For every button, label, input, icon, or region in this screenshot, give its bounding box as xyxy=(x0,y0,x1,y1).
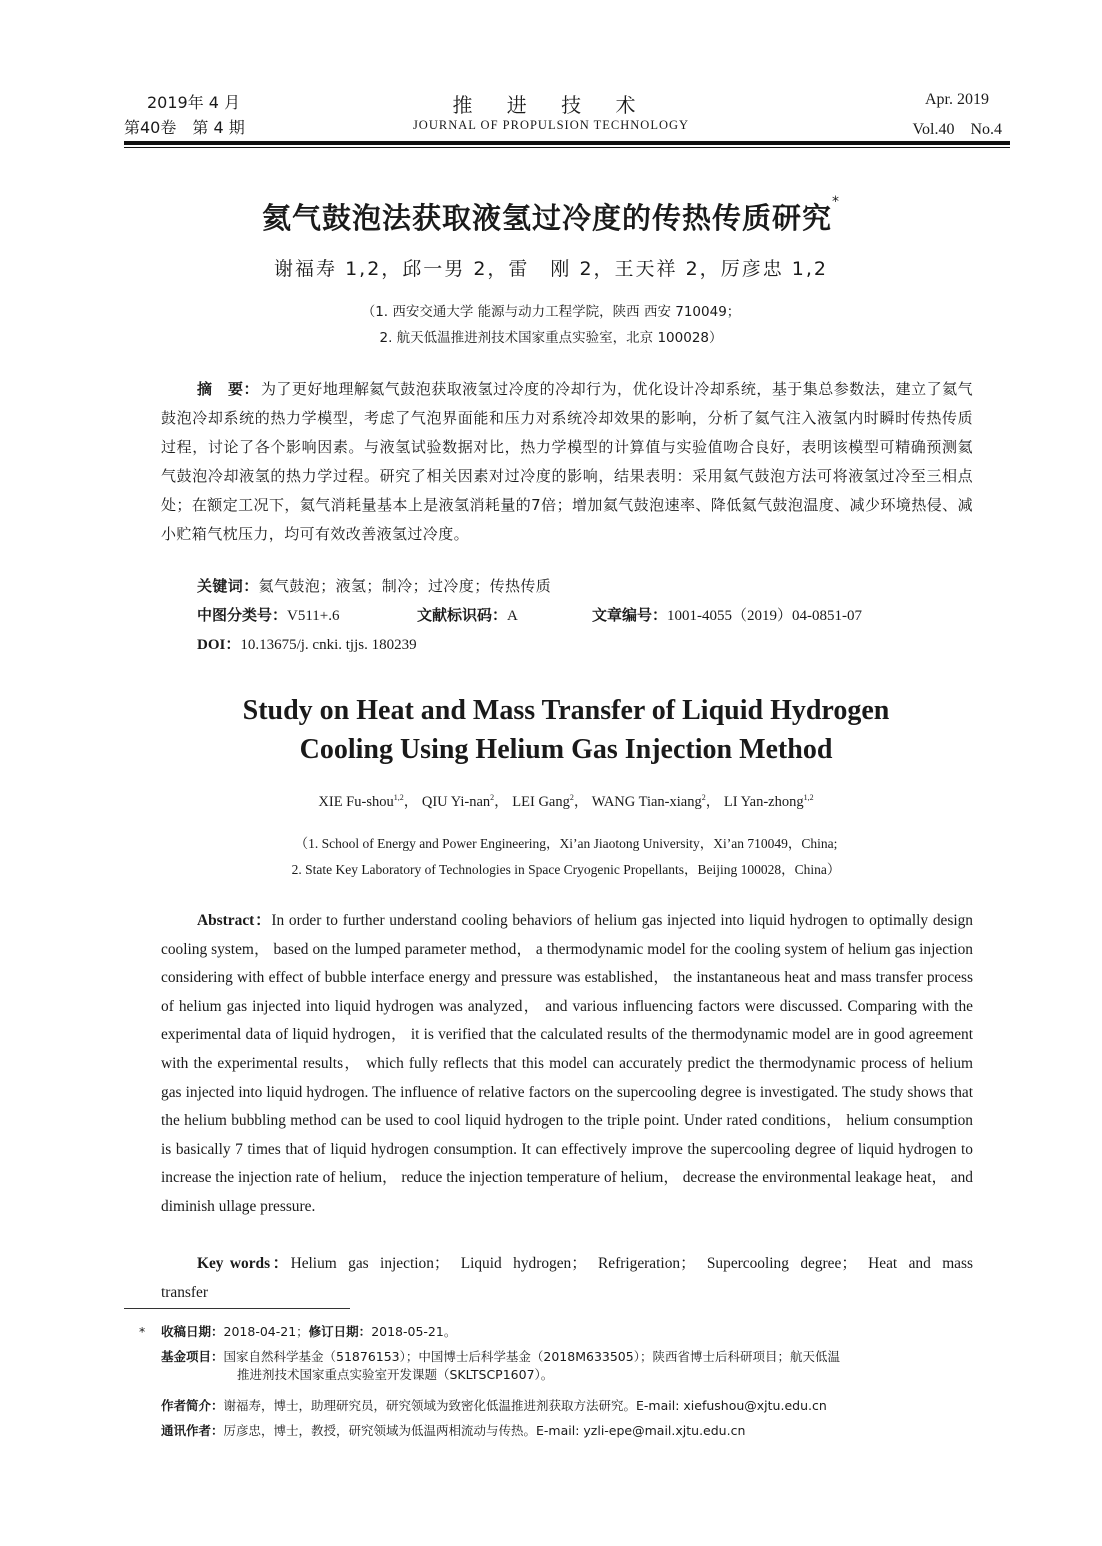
author-affil-mark: 2 xyxy=(701,793,706,803)
received-date: 2018-04-21； xyxy=(223,1324,309,1339)
revised-date: 2018-05-21。 xyxy=(371,1324,457,1339)
keywords-en-label: Key words： xyxy=(197,1255,291,1272)
footnote-dates xyxy=(161,1323,456,1341)
doc-code-value: A xyxy=(507,608,518,624)
paper-title-cn xyxy=(0,196,1102,237)
paper-title-en-line2: Cooling Using Helium Gas Injection Method xyxy=(299,734,833,765)
doc-code-label: 文献标识码： xyxy=(417,606,508,624)
doi-line xyxy=(197,633,417,654)
footnote-fund xyxy=(161,1348,961,1384)
doi-label: DOI： xyxy=(197,637,241,653)
author-en: WANG Tian-xiang xyxy=(591,794,702,810)
fund-label: 基金项目： xyxy=(161,1349,224,1364)
author-en: QIU Yi-nan xyxy=(421,794,491,810)
keywords-cn-label: 关键词： xyxy=(197,577,259,595)
affiliation-cn-2: 2. 航天低温推进剂技术国家重点实验室，北京 100028） xyxy=(379,330,723,346)
fund-text-line2: 推进剂技术国家重点实验室开发课题（SKLTSCP1607）。 xyxy=(237,1367,554,1382)
article-number-value: 1001-4055（2019）04-0851-07 xyxy=(667,608,863,624)
revised-label: 修订日期： xyxy=(308,1324,372,1339)
article-number-label: 文章编号： xyxy=(592,606,668,624)
affiliation-cn-1: （1. 西安交通大学 能源与动力工程学院，陕西 西安 710049； xyxy=(361,304,741,320)
corr-text: 厉彦忠，博士，教授，研究领域为低温两相流动与传热。E-mail: yzli-epe@mail.xjtu.edu.cn xyxy=(223,1423,746,1438)
author-affil-mark: 2 xyxy=(490,793,495,803)
author-separator: ， xyxy=(705,794,721,810)
keywords-en xyxy=(161,1250,973,1307)
paper-title-en-line1: Study on Heat and Mass Transfer of Liquid Hydrogen xyxy=(242,695,890,726)
classification-line xyxy=(197,604,977,625)
author-en: LI Yan-zhong xyxy=(723,794,804,810)
bio-text: 谢福寿，博士，助理研究员，研究领域为致密化低温推进剂获取方法研究。E-mail: xiefushou@xjtu.edu.cn xyxy=(223,1398,827,1413)
author-en: XIE Fu-shou xyxy=(318,794,394,810)
header-rule-thick xyxy=(124,141,1010,145)
authors-en xyxy=(0,790,1102,811)
bio-label: 作者简介： xyxy=(161,1398,224,1413)
footnote-author-bio xyxy=(161,1397,961,1415)
author-separator: ， xyxy=(494,794,509,810)
abstract-en xyxy=(161,907,973,1222)
author-separator: ， xyxy=(573,794,589,810)
paper-title-cn-text: 氦气鼓泡法获取液氢过冷度的传热传质研究 xyxy=(261,201,832,235)
header-rule-thin xyxy=(124,147,1010,148)
footnote-rule xyxy=(124,1308,350,1309)
header-volume-en: Vol.40 No.4 xyxy=(912,121,1002,138)
author-separator: ， xyxy=(403,794,419,810)
fund-text-line1: 国家自然科学基金（51876153）；中国博士后科学基金（2018M633505）；陕西省博士后科研项目；航天低温 xyxy=(223,1349,840,1364)
abstract-cn-text: 为了更好地理解氦气鼓泡获取液氢过冷度的冷却行为，优化设计冷却系统，基于集总参数法，建立了氦气鼓泡冷却系统的热力学模型，考虑了气泡界面能和压力对系统冷却效果的影响，分析了氦气注入液氢内时瞬时传热传质过程，讨论了各个影响因素。与液氢试验数据对比，热力学模型的计算值与实验值吻合良好，表明该模型可精确预测氦气鼓泡冷却液氢的热力学过程。研究了相关因素对过冷度的影响，结果表明：采用氦气鼓泡方法可将液氢过冷至三相点处；在额定工况下，氦气消耗量基本上是液氢消耗量的7倍；增加氦气鼓泡速率、降低氦气鼓泡温度、减少环境热侵、减小贮箱气枕压力，均可有效改善液氢过冷度。 xyxy=(161,380,974,543)
doi-value: 10.13675/j. cnki. tjjs. 180239 xyxy=(240,637,417,653)
title-footnote-mark: * xyxy=(832,194,840,210)
authors-cn: 谢福寿 1,2，邱一男 2，雷 刚 2，王天祥 2，厉彦忠 1,2 xyxy=(274,258,828,280)
author-en: LEI Gang xyxy=(512,794,570,810)
keywords-cn xyxy=(197,575,551,596)
affiliation-en-2: 2. State Key Laboratory of Technologies in Space Cryogenic Propellants，Beijing 100028，China） xyxy=(291,862,841,877)
abstract-en-label: Abstract： xyxy=(197,912,272,929)
received-label: 收稿日期： xyxy=(161,1324,224,1339)
author-affil-mark: 1,2 xyxy=(803,793,814,803)
author-affil-mark: 2 xyxy=(569,793,574,803)
abstract-en-text: In order to further understand cooling behaviors of helium gas injected into liquid hydrogen to optimally design cooling system， based on the lumped parameter method， a thermodynamic model for the cooling system of helium gas injection considering with effect of bubble interface energy and pressure was established， the instantaneous heat and mass transfer process of helium gas injected into liquid hydrogen was analyzed， and various influencing factors were discussed. Comparing with the experimental data of liquid hydrogen， it is verified that the calculated results of the thermodynamic model are in good agreement with the experimental results， which fully reflects that this model can accurately predict the thermodynamic process of helium gas injected into liquid hydrogen. The influence of relative factors on the supercooling degree is investigated. The study shows that the helium bubbling method can be used to cool liquid hydrogen to the triple point. Under rated conditions， helium consumption is basically 7 times that of liquid hydrogen consumption. It can effectively improve the supercooling degree of liquid hydrogen to increase the injection rate of helium， reduce the injection temperature of helium， decrease the environmental leakage heat， and diminish ullage pressure. xyxy=(161,912,973,1215)
author-affil-mark: 1,2 xyxy=(393,793,404,803)
footnote-star: * xyxy=(139,1324,146,1339)
journal-name-cn: 推 进 技 术 xyxy=(452,93,650,117)
affiliation-en-1: （1. School of Energy and Power Engineering，Xi’an Jiaotong University，Xi’an 710049，China; xyxy=(294,836,838,851)
header-date-cn: 2019年 4 月 xyxy=(147,93,241,112)
header-volume-cn: 第40卷 第 4 期 xyxy=(124,118,245,137)
header-date-en: Apr. 2019 xyxy=(925,91,989,108)
abstract-cn-label: 摘 要： xyxy=(197,380,259,398)
keywords-en-text: Helium gas injection； Liquid hydrogen； Refrigeration； Supercooling degree； Heat and mass transfer xyxy=(161,1255,973,1301)
class-label: 中图分类号： xyxy=(197,606,288,624)
class-value: V511+.6 xyxy=(287,608,340,624)
footnote-corresponding xyxy=(161,1422,961,1440)
corr-label: 通讯作者： xyxy=(161,1423,224,1438)
abstract-cn xyxy=(161,375,973,549)
keywords-cn-text: 氦气鼓泡；液氢；制冷；过冷度；传热传质 xyxy=(258,577,552,595)
journal-name-en: JOURNAL OF PROPULSION TECHNOLOGY xyxy=(412,118,690,132)
